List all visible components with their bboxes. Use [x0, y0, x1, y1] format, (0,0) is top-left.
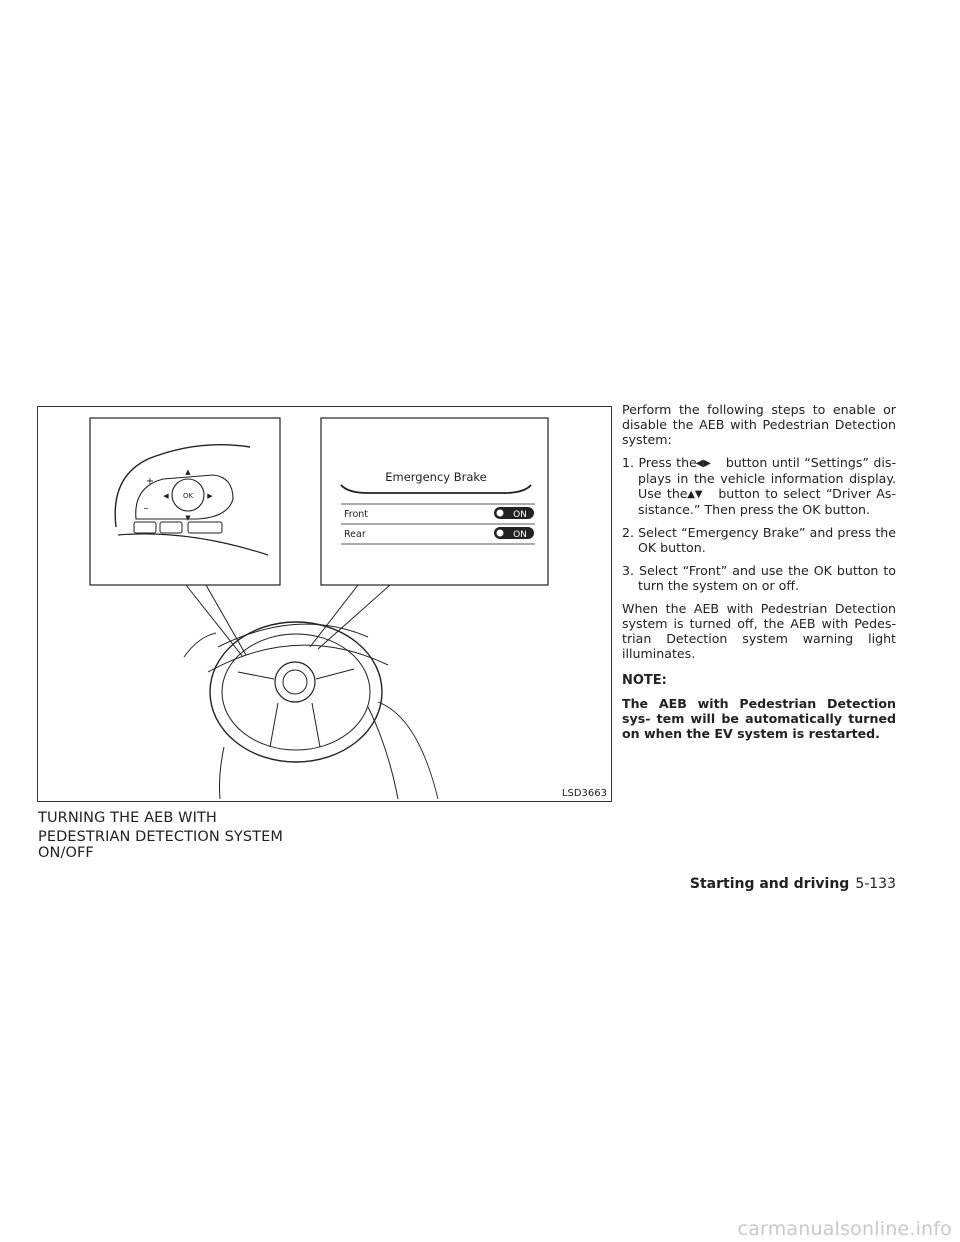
chapter-name: Starting and driving [689, 876, 850, 892]
intro-paragraph: Perform the following steps to enable or disable the AEB with Pedestrian Detection system: [622, 402, 896, 447]
rear-toggle-state: ON [513, 530, 527, 540]
display-callout-box [321, 418, 548, 585]
section-title-line3: ON/OFF [38, 845, 94, 861]
section-title-line2: PEDESTRIAN DETECTION SYSTEM [38, 829, 283, 845]
note-heading: NOTE: [622, 673, 667, 688]
illustration-figure [37, 406, 612, 802]
after-steps-paragraph: When the AEB with Pedestrian Detection system is turned off, the AEB with Pedes- trian Detection system warning light illuminates. [622, 601, 896, 661]
left-right-arrows-icon: ◀▶ [695, 458, 711, 469]
ok-button-label: OK [182, 492, 194, 500]
svg-text:–: – [143, 503, 149, 514]
step-1 [622, 455, 896, 517]
up-down-arrows-icon: ▲▼ [687, 489, 703, 500]
front-toggle-state: ON [513, 510, 527, 520]
step-1-text-b: button until “Settings” dis- plays in the vehicle information display. Use the [638, 455, 897, 501]
figure-code: LSD3663 [561, 788, 607, 799]
watermark: carmanualsonline.info [737, 1218, 952, 1240]
step-3: 3. Select “Front” and use the OK button to turn the system on or off. [622, 563, 896, 593]
step-1-text-a: 1. Press the [622, 455, 697, 470]
instructions-column [622, 402, 896, 741]
steering-wheel-rim [210, 622, 382, 762]
svg-text:+: + [145, 476, 155, 487]
svg-text:▼: ▼ [185, 514, 191, 522]
page-number: 5-133 [855, 876, 896, 892]
step-2: 2. Select “Emergency Brake” and press the OK button. [622, 525, 896, 555]
rear-row-label: Rear [344, 529, 366, 540]
section-title [38, 810, 338, 861]
note-body: The AEB with Pedestrian Detection sys- tem will be automatically turned on when the EV system is restarted. [622, 696, 896, 741]
step-1-text-c: button to select “Driver As- sistance.” Then press the OK button. [638, 486, 896, 517]
svg-text:▲: ▲ [185, 468, 191, 476]
svg-text:◀: ◀ [163, 492, 169, 500]
section-title-line1: TURNING THE AEB WITH [38, 810, 217, 826]
display-title: Emergency Brake [385, 470, 487, 484]
steering-wheel-illustration [38, 407, 613, 803]
page-footer [690, 876, 896, 892]
controls-callout-box [90, 418, 280, 585]
svg-text:▶: ▶ [207, 492, 213, 500]
front-row-label: Front [344, 509, 369, 520]
